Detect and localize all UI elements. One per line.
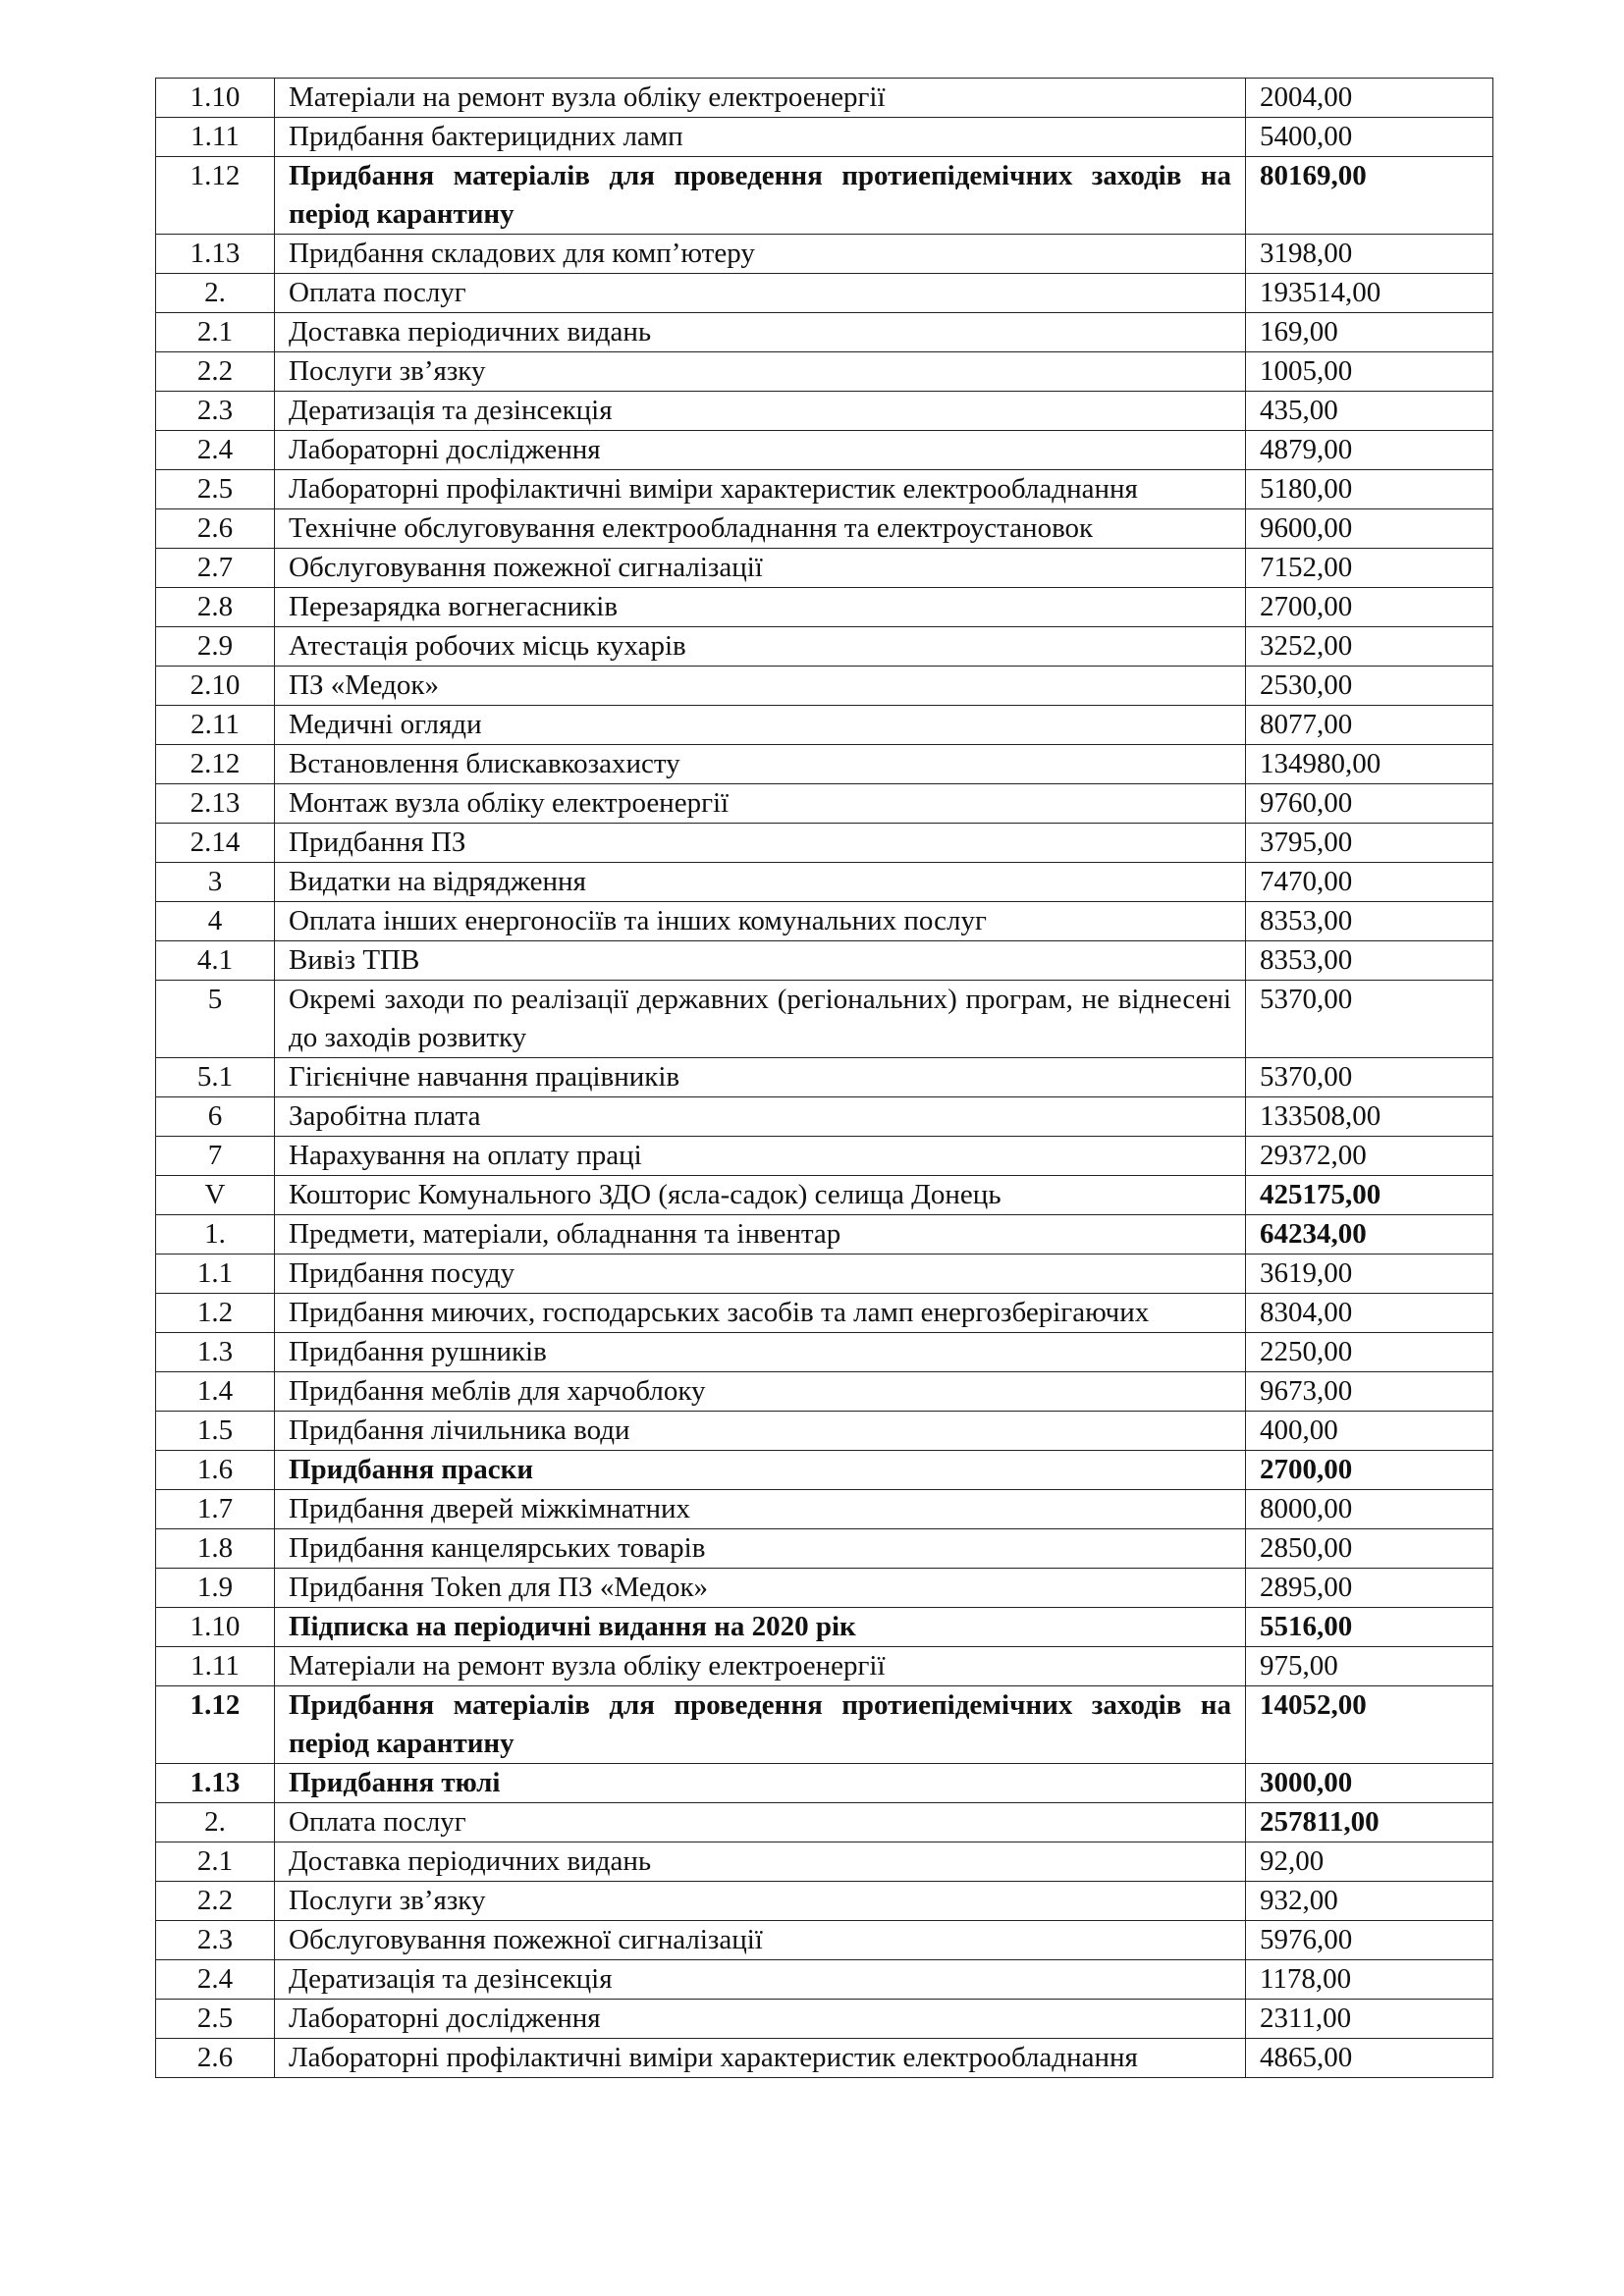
item-description-cell: Придбання миючих, господарських засобів та ламп енергозберігаючих	[275, 1294, 1246, 1333]
item-number-cell: 1.6	[156, 1451, 275, 1490]
item-number-cell: 2.12	[156, 745, 275, 784]
item-amount-cell: 3795,00	[1246, 824, 1493, 863]
item-description-cell: Видатки на відрядження	[275, 863, 1246, 902]
item-amount-cell: 425175,00	[1246, 1176, 1493, 1215]
item-description-cell: Вивіз ТПВ	[275, 941, 1246, 981]
item-number-cell: 2.7	[156, 549, 275, 588]
item-description-cell: Дератизація та дезінсекція	[275, 392, 1246, 431]
item-number-cell: 2.11	[156, 706, 275, 745]
item-description-cell: Встановлення блискавкозахисту	[275, 745, 1246, 784]
table-row	[156, 1686, 1493, 1764]
item-number-cell: 1.11	[156, 1647, 275, 1686]
item-description-cell: Придбання меблів для харчоблоку	[275, 1372, 1246, 1412]
item-description-cell: Придбання бактерицидних ламп	[275, 118, 1246, 157]
table-row	[156, 1255, 1493, 1294]
table-row	[156, 667, 1493, 706]
table-row	[156, 1960, 1493, 2000]
table-row	[156, 470, 1493, 509]
item-description-cell: Придбання посуду	[275, 1255, 1246, 1294]
item-description-cell: Доставка періодичних видань	[275, 1842, 1246, 1882]
table-row	[156, 627, 1493, 667]
table-row	[156, 902, 1493, 941]
item-number-cell: 1.5	[156, 1412, 275, 1451]
table-row	[156, 981, 1493, 1058]
item-description-cell: Монтаж вузла обліку електроенергії	[275, 784, 1246, 824]
table-row	[156, 1569, 1493, 1608]
item-amount-cell: 193514,00	[1246, 274, 1493, 313]
item-description-cell: Заробітна плата	[275, 1097, 1246, 1137]
item-amount-cell: 92,00	[1246, 1842, 1493, 1882]
item-number-cell: 1.12	[156, 1686, 275, 1764]
table-row	[156, 1490, 1493, 1529]
item-amount-cell: 7152,00	[1246, 549, 1493, 588]
item-description-cell: Окремі заходи по реалізації державних (регіональних) програм, не віднесені до заходів розвитку	[275, 981, 1246, 1058]
item-description-cell: Обслуговування пожежної сигналізації	[275, 549, 1246, 588]
item-description-cell: Підписка на періодичні видання на 2020 рік	[275, 1608, 1246, 1647]
table-row	[156, 2039, 1493, 2078]
item-description-cell: Придбання праски	[275, 1451, 1246, 1490]
item-amount-cell: 3198,00	[1246, 235, 1493, 274]
item-number-cell: 2.3	[156, 1921, 275, 1960]
item-amount-cell: 2530,00	[1246, 667, 1493, 706]
table-row	[156, 509, 1493, 549]
item-amount-cell: 2250,00	[1246, 1333, 1493, 1372]
item-number-cell: 2.2	[156, 352, 275, 392]
item-amount-cell: 9760,00	[1246, 784, 1493, 824]
table-row	[156, 1608, 1493, 1647]
item-amount-cell: 8000,00	[1246, 1490, 1493, 1529]
item-number-cell: 1.10	[156, 79, 275, 118]
item-number-cell: 1.8	[156, 1529, 275, 1569]
item-number-cell: 2.	[156, 274, 275, 313]
item-number-cell: 1.2	[156, 1294, 275, 1333]
item-description-cell: Дератизація та дезінсекція	[275, 1960, 1246, 2000]
item-amount-cell: 8353,00	[1246, 902, 1493, 941]
item-amount-cell: 7470,00	[1246, 863, 1493, 902]
item-amount-cell: 435,00	[1246, 392, 1493, 431]
item-description-cell: Придбання канцелярських товарів	[275, 1529, 1246, 1569]
item-description-cell: Послуги зв’язку	[275, 352, 1246, 392]
item-description-cell: Обслуговування пожежної сигналізації	[275, 1921, 1246, 1960]
item-amount-cell: 975,00	[1246, 1647, 1493, 1686]
item-description-cell: Атестація робочих місць кухарів	[275, 627, 1246, 667]
item-number-cell: 2.6	[156, 509, 275, 549]
item-description-cell: Лабораторні дослідження	[275, 2000, 1246, 2039]
item-description-cell: Оплата послуг	[275, 274, 1246, 313]
table-row	[156, 2000, 1493, 2039]
item-description-cell: Медичні огляди	[275, 706, 1246, 745]
item-number-cell: 1.3	[156, 1333, 275, 1372]
item-amount-cell: 9673,00	[1246, 1372, 1493, 1412]
item-amount-cell: 4865,00	[1246, 2039, 1493, 2078]
item-number-cell: 1.11	[156, 118, 275, 157]
item-amount-cell: 5400,00	[1246, 118, 1493, 157]
table-row	[156, 1215, 1493, 1255]
item-amount-cell: 257811,00	[1246, 1803, 1493, 1842]
item-number-cell: 2.1	[156, 1842, 275, 1882]
item-amount-cell: 133508,00	[1246, 1097, 1493, 1137]
item-description-cell: Придбання тюлі	[275, 1764, 1246, 1803]
item-number-cell: 2.13	[156, 784, 275, 824]
table-row	[156, 1803, 1493, 1842]
item-amount-cell: 169,00	[1246, 313, 1493, 352]
item-description-cell: Придбання складових для комп’ютеру	[275, 235, 1246, 274]
item-amount-cell: 80169,00	[1246, 157, 1493, 235]
table-row	[156, 1529, 1493, 1569]
item-description-cell: Гігієнічне навчання працівників	[275, 1058, 1246, 1097]
item-number-cell: 1.1	[156, 1255, 275, 1294]
item-number-cell: 2.5	[156, 470, 275, 509]
item-amount-cell: 5516,00	[1246, 1608, 1493, 1647]
table-row	[156, 1451, 1493, 1490]
table-row	[156, 157, 1493, 235]
item-number-cell: 1.10	[156, 1608, 275, 1647]
item-amount-cell: 8077,00	[1246, 706, 1493, 745]
item-amount-cell: 5370,00	[1246, 981, 1493, 1058]
table-row	[156, 274, 1493, 313]
item-number-cell: 6	[156, 1097, 275, 1137]
item-number-cell: 2.2	[156, 1882, 275, 1921]
item-amount-cell: 64234,00	[1246, 1215, 1493, 1255]
item-description-cell: Придбання матеріалів для проведення протиепідемічних заходів на період карантину	[275, 157, 1246, 235]
item-amount-cell: 2895,00	[1246, 1569, 1493, 1608]
item-number-cell: 1.	[156, 1215, 275, 1255]
table-row	[156, 79, 1493, 118]
item-number-cell: 2.1	[156, 313, 275, 352]
item-number-cell: 2.	[156, 1803, 275, 1842]
table-row	[156, 118, 1493, 157]
item-number-cell: 3	[156, 863, 275, 902]
table-row	[156, 1058, 1493, 1097]
item-description-cell: Кошторис Комунального ЗДО (ясла-садок) селища Донець	[275, 1176, 1246, 1215]
item-number-cell: 1.9	[156, 1569, 275, 1608]
item-amount-cell: 3619,00	[1246, 1255, 1493, 1294]
item-amount-cell: 14052,00	[1246, 1686, 1493, 1764]
item-number-cell: 2.6	[156, 2039, 275, 2078]
table-row	[156, 1372, 1493, 1412]
item-number-cell: 2.10	[156, 667, 275, 706]
item-number-cell: 7	[156, 1137, 275, 1176]
table-row	[156, 1647, 1493, 1686]
item-amount-cell: 5976,00	[1246, 1921, 1493, 1960]
item-number-cell: 2.4	[156, 1960, 275, 2000]
item-description-cell: Лабораторні профілактичні виміри характеристик електрообладнання	[275, 2039, 1246, 2078]
item-number-cell: 1.12	[156, 157, 275, 235]
budget-table	[155, 78, 1493, 2078]
table-row	[156, 1842, 1493, 1882]
table-row	[156, 235, 1493, 274]
item-description-cell: Оплата послуг	[275, 1803, 1246, 1842]
table-row	[156, 1294, 1493, 1333]
item-number-cell: 2.9	[156, 627, 275, 667]
item-amount-cell: 1005,00	[1246, 352, 1493, 392]
item-description-cell: Матеріали на ремонт вузла обліку електроенергії	[275, 79, 1246, 118]
table-row	[156, 941, 1493, 981]
item-amount-cell: 2850,00	[1246, 1529, 1493, 1569]
item-number-cell: 1.13	[156, 235, 275, 274]
item-amount-cell: 3252,00	[1246, 627, 1493, 667]
item-amount-cell: 2311,00	[1246, 2000, 1493, 2039]
item-description-cell: Доставка періодичних видань	[275, 313, 1246, 352]
table-row	[156, 863, 1493, 902]
item-amount-cell: 5370,00	[1246, 1058, 1493, 1097]
item-amount-cell: 8304,00	[1246, 1294, 1493, 1333]
table-row	[156, 1412, 1493, 1451]
item-description-cell: Послуги зв’язку	[275, 1882, 1246, 1921]
item-number-cell: 2.8	[156, 588, 275, 627]
item-description-cell: Матеріали на ремонт вузла обліку електроенергії	[275, 1647, 1246, 1686]
table-row	[156, 1882, 1493, 1921]
table-row	[156, 431, 1493, 470]
item-number-cell: 2.3	[156, 392, 275, 431]
item-number-cell: 5	[156, 981, 275, 1058]
table-row	[156, 352, 1493, 392]
budget-table-body	[156, 79, 1493, 2078]
table-row	[156, 784, 1493, 824]
item-amount-cell: 4879,00	[1246, 431, 1493, 470]
item-amount-cell: 1178,00	[1246, 1960, 1493, 2000]
item-number-cell: 1.13	[156, 1764, 275, 1803]
table-row	[156, 588, 1493, 627]
item-number-cell: 2.5	[156, 2000, 275, 2039]
item-number-cell: 1.4	[156, 1372, 275, 1412]
item-number-cell: V	[156, 1176, 275, 1215]
item-description-cell: Перезарядка вогнегасників	[275, 588, 1246, 627]
item-amount-cell: 3000,00	[1246, 1764, 1493, 1803]
item-number-cell: 4.1	[156, 941, 275, 981]
item-description-cell: Придбання Token для ПЗ «Медок»	[275, 1569, 1246, 1608]
item-description-cell: Придбання матеріалів для проведення протиепідемічних заходів на період карантину	[275, 1686, 1246, 1764]
item-number-cell: 5.1	[156, 1058, 275, 1097]
item-description-cell: Придбання дверей міжкімнатних	[275, 1490, 1246, 1529]
item-amount-cell: 29372,00	[1246, 1137, 1493, 1176]
table-row	[156, 706, 1493, 745]
item-amount-cell: 9600,00	[1246, 509, 1493, 549]
item-amount-cell: 8353,00	[1246, 941, 1493, 981]
item-number-cell: 2.14	[156, 824, 275, 863]
table-row	[156, 1137, 1493, 1176]
item-description-cell: Оплата інших енергоносіїв та інших комунальних послуг	[275, 902, 1246, 941]
item-description-cell: Технічне обслуговування електрообладнання та електроустановок	[275, 509, 1246, 549]
table-row	[156, 1333, 1493, 1372]
item-description-cell: Предмети, матеріали, обладнання та інвентар	[275, 1215, 1246, 1255]
item-amount-cell: 932,00	[1246, 1882, 1493, 1921]
table-row	[156, 549, 1493, 588]
table-row	[156, 1764, 1493, 1803]
item-amount-cell: 2700,00	[1246, 588, 1493, 627]
item-number-cell: 2.4	[156, 431, 275, 470]
item-description-cell: Лабораторні дослідження	[275, 431, 1246, 470]
item-description-cell: Лабораторні профілактичні виміри характеристик електрообладнання	[275, 470, 1246, 509]
item-amount-cell: 400,00	[1246, 1412, 1493, 1451]
table-row	[156, 392, 1493, 431]
item-description-cell: Придбання лічильника води	[275, 1412, 1246, 1451]
table-row	[156, 745, 1493, 784]
table-row	[156, 1097, 1493, 1137]
item-amount-cell: 2700,00	[1246, 1451, 1493, 1490]
item-amount-cell: 5180,00	[1246, 470, 1493, 509]
item-description-cell: ПЗ «Медок»	[275, 667, 1246, 706]
item-number-cell: 1.7	[156, 1490, 275, 1529]
item-description-cell: Нарахування на оплату праці	[275, 1137, 1246, 1176]
table-row	[156, 313, 1493, 352]
table-row	[156, 1176, 1493, 1215]
item-description-cell: Придбання рушників	[275, 1333, 1246, 1372]
table-row	[156, 824, 1493, 863]
item-amount-cell: 134980,00	[1246, 745, 1493, 784]
item-description-cell: Придбання ПЗ	[275, 824, 1246, 863]
item-amount-cell: 2004,00	[1246, 79, 1493, 118]
table-row	[156, 1921, 1493, 1960]
item-number-cell: 4	[156, 902, 275, 941]
